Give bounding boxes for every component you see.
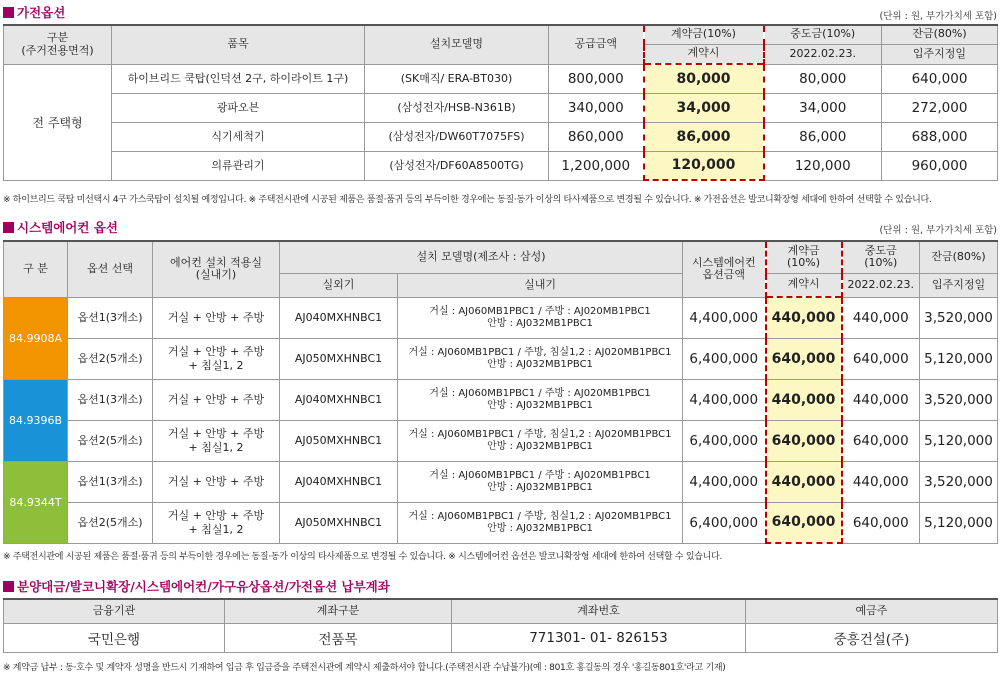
th-balance-sub: 입주지정일 bbox=[920, 273, 998, 297]
th-item: 품목 bbox=[112, 25, 365, 64]
type-84-9344t: 84.9344T bbox=[4, 461, 68, 543]
table-row: 옵션2(5개소) 거실 + 안방 + 주방 + 침실1, 2 AJ050MXHNBC1 거실 : AJ060MB1PBC1 / 주방, 침실1,2 : AJ020MB1PBC1 안방 : AJ032MB1PBC1 6,400,000 640,000 640,000 5,120,000 bbox=[4, 338, 998, 379]
th-outdoor: 실외기 bbox=[280, 273, 398, 297]
table-row: 광파오븐 (삼성전자/HSB-N361B) 340,000 34,000 34,000 272,000 bbox=[4, 93, 998, 122]
th-contract: 계약금 (10%) bbox=[766, 241, 842, 273]
th-contract-sub: 계약시 bbox=[644, 44, 764, 64]
th-middle-sub: 2022.02.23. bbox=[842, 273, 920, 297]
th-room: 에어컨 설치 적용실 (실내기) bbox=[153, 241, 280, 297]
th-middle: 중도금 (10%) bbox=[842, 241, 920, 273]
th-middle: 중도금(10%) bbox=[764, 25, 882, 44]
section-marker-icon bbox=[3, 581, 14, 592]
section3-title: 분양대금/발코니확장/시스템에어컨/가구유상옵션/가전옵션 납부계좌 bbox=[3, 577, 390, 595]
table-row: 84.9344T 옵션1(3개소) 거실 + 안방 + 주방 AJ040MXHNBC1 거실 : AJ060MB1PBC1 / 주방 : AJ020MB1PBC1 안방 : AJ032MB1PBC1 4,400,000 440,000 440,000 3,520,000 bbox=[4, 461, 998, 502]
th-middle-sub: 2022.02.23. bbox=[764, 44, 882, 64]
account-type: 전품목 bbox=[225, 623, 452, 652]
th-balance: 잔금(80%) bbox=[920, 241, 998, 273]
th-model: 설치 모델명(제조사 : 삼성) bbox=[280, 241, 683, 273]
th-indoor: 실내기 bbox=[398, 273, 683, 297]
bank-name: 국민은행 bbox=[4, 623, 225, 652]
th-contract: 계약금(10%) bbox=[644, 25, 764, 44]
section3-note: ※ 계약금 납부 : 동·호수 및 계약자 성명을 반드시 기재하여 입금 후 입금증을 주택전시관에 계약시 제출하셔야 합니다.(주택전시관 수납불가)(예 : 801호 홍길동의 경우 '홍길동801호'라고 기재) bbox=[3, 663, 726, 673]
section2-title: 시스템에어컨 옵션 bbox=[3, 218, 118, 236]
table-row: 84.9908A 옵션1(3개소) 거실 + 안방 + 주방 AJ040MXHNBC1 거실 : AJ060MB1PBC1 / 주방 : AJ020MB1PBC1 안방 : AJ032MB1PBC1 4,400,000 440,000 440,000 3,520,000 bbox=[4, 297, 998, 338]
table-row: 의류관리기 (삼성전자/DF60A8500TG) 1,200,000 120,000 120,000 960,000 bbox=[4, 151, 998, 180]
th-contract-sub: 계약시 bbox=[766, 273, 842, 297]
th-bank: 금융기관 bbox=[4, 599, 225, 623]
aircon-option-table bbox=[3, 240, 998, 544]
th-balance: 잔금(80%) bbox=[882, 25, 998, 44]
table-row: 옵션2(5개소) 거실 + 안방 + 주방 + 침실1, 2 AJ050MXHNBC1 거실 : AJ060MB1PBC1 / 주방, 침실1,2 : AJ020MB1PBC1 안방 : AJ032MB1PBC1 6,400,000 640,000 640,000 5,120,000 bbox=[4, 502, 998, 543]
table-row: 전 주택형 하이브리드 쿡탑(인덕션 2구, 하이라이트 1구) (SK매직/ ERA-BT030) 800,000 80,000 80,000 640,000 bbox=[4, 64, 998, 93]
th-type: 구분 (주거전용면적) bbox=[4, 25, 112, 64]
section2-unit: (단위 : 원, 부가가치세 포함) bbox=[879, 225, 997, 236]
section-marker-icon bbox=[3, 222, 14, 233]
appliance-option-table bbox=[3, 24, 998, 181]
section-marker-icon bbox=[3, 7, 14, 18]
type-84-9396b: 84.9396B bbox=[4, 379, 68, 461]
th-holder: 예금주 bbox=[746, 599, 998, 623]
th-account-type: 계좌구분 bbox=[225, 599, 452, 623]
table-row bbox=[4, 623, 998, 652]
th-balance-sub: 입주지정일 bbox=[882, 44, 998, 64]
section2-note: ※ 주택전시관에 시공된 제품은 품절·품귀 등의 부득이한 경우에는 동질·동가 이상의 타사제품으로 변경될 수 있습니다. ※ 시스템에어컨 옵션은 발코니확장형 세대에 한하여 선택할 수 있습니다. bbox=[3, 552, 723, 562]
payment-account-table bbox=[3, 598, 998, 653]
group-all-types: 전 주택형 bbox=[4, 64, 112, 180]
account-holder: 중흥건설(주) bbox=[746, 623, 998, 652]
th-account-number: 계좌번호 bbox=[452, 599, 746, 623]
table-row: 84.9396B 옵션1(3개소) 거실 + 안방 + 주방 AJ040MXHNBC1 거실 : AJ060MB1PBC1 / 주방 : AJ020MB1PBC1 안방 : AJ032MB1PBC1 4,400,000 440,000 440,000 3,520,000 bbox=[4, 379, 998, 420]
type-84-9908a: 84.9908A bbox=[4, 297, 68, 379]
th-price: 시스템에어컨 옵션금액 bbox=[683, 241, 766, 297]
th-type: 구 분 bbox=[4, 241, 68, 297]
table-row: 옵션2(5개소) 거실 + 안방 + 주방 + 침실1, 2 AJ050MXHNBC1 거실 : AJ060MB1PBC1 / 주방, 침실1,2 : AJ020MB1PBC1 안방 : AJ032MB1PBC1 6,400,000 640,000 640,000 5,120,000 bbox=[4, 420, 998, 461]
account-number: 771301- 01- 826153 bbox=[452, 623, 746, 652]
th-model: 설치모델명 bbox=[365, 25, 549, 64]
table-row: 식기세척기 (삼성전자/DW60T7075FS) 860,000 86,000 86,000 688,000 bbox=[4, 122, 998, 151]
section1-note: ※ 하이브리드 쿡탑 미선택시 4구 가스쿡탑이 설치될 예정입니다. ※ 주택전시관에 시공된 제품은 품절·품귀 등의 부득이한 경우에는 동질·동가 이상의 타사제품으로 변경될 수 있습니다. ※ 가전옵션은 발코니확장형 세대에 한하여 선택할 수 있습니다. bbox=[3, 195, 932, 205]
th-price: 공급금액 bbox=[549, 25, 644, 64]
th-option: 옵션 선택 bbox=[68, 241, 153, 297]
section1-unit: (단위 : 원, 부가가치세 포함) bbox=[879, 11, 997, 22]
section1-title: 가전옵션 bbox=[3, 3, 65, 21]
